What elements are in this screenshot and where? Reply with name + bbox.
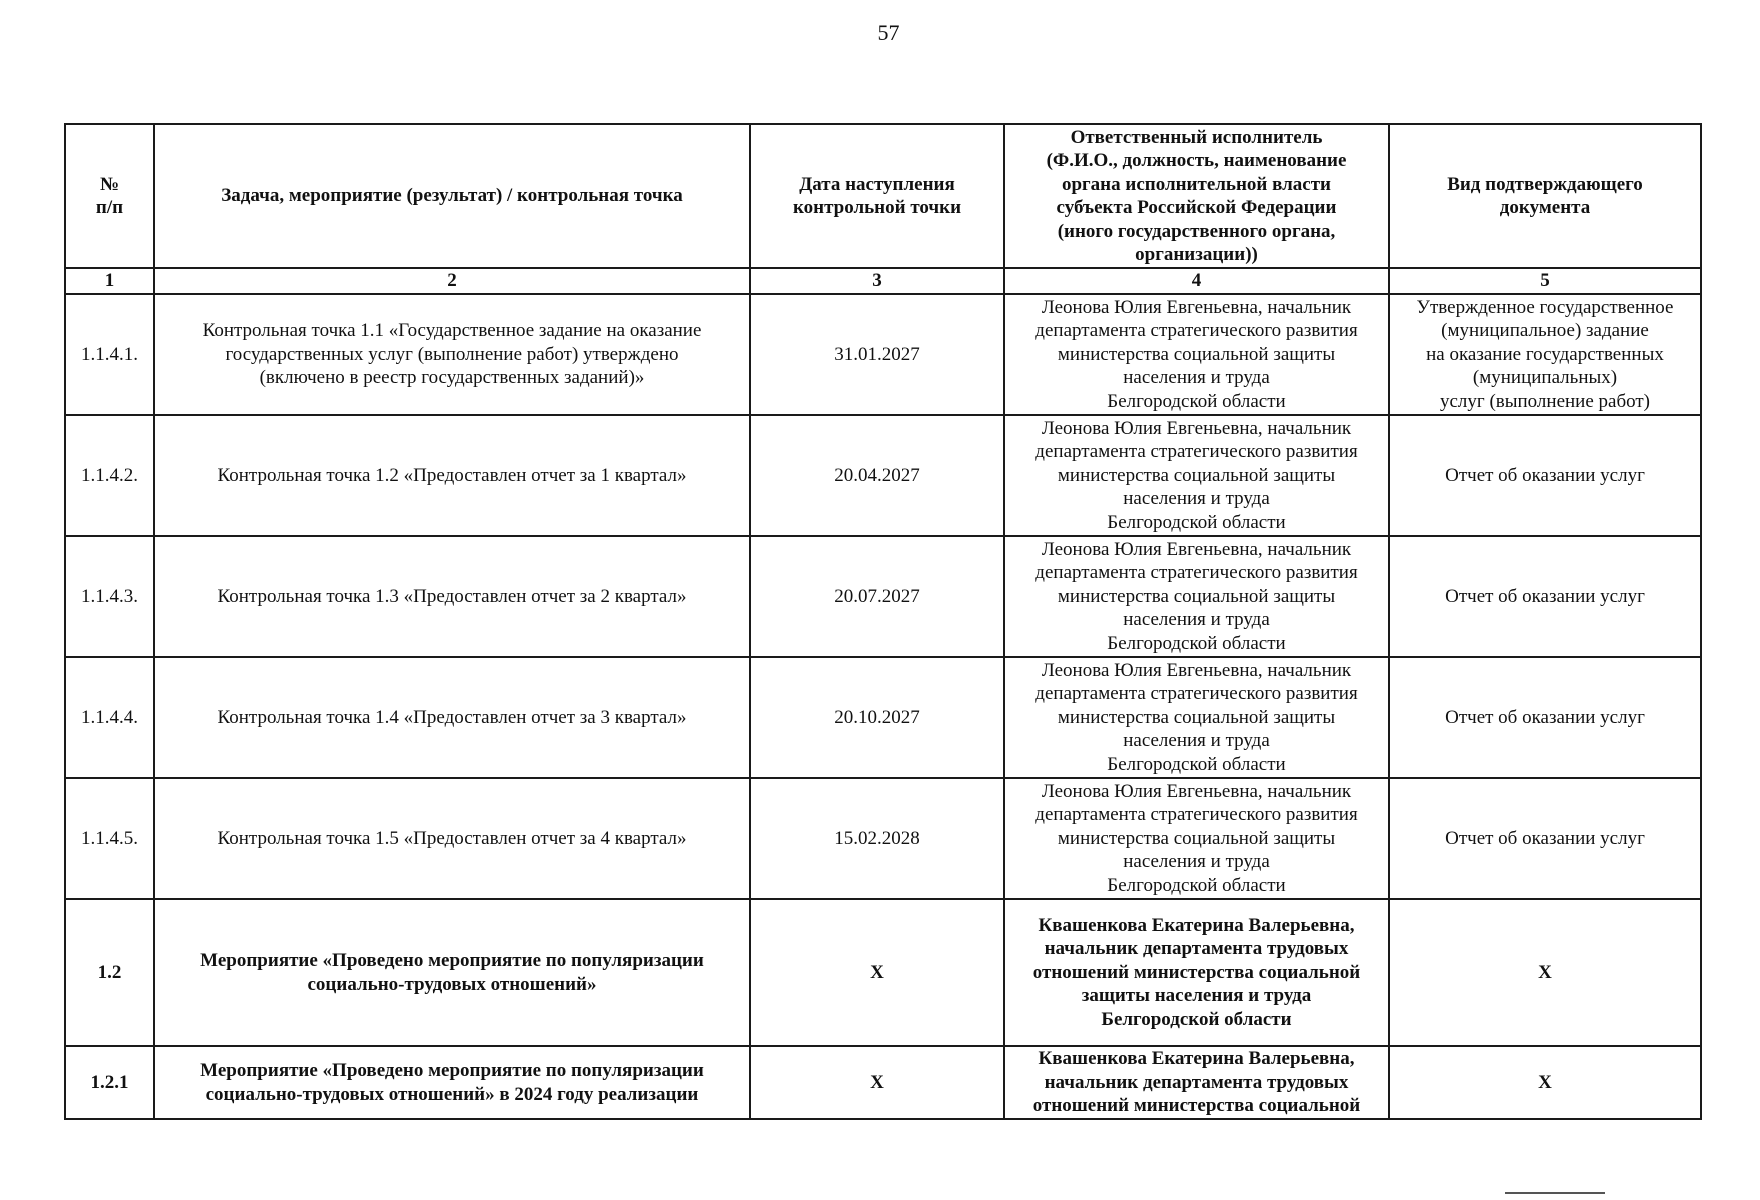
table-row — [65, 1046, 1701, 1119]
page-number: 57 — [877, 20, 900, 45]
table-row — [65, 415, 1701, 536]
row-task: Мероприятие «Проведено мероприятие по популяризации социально-трудовых отношений» в 2024 году реализации — [154, 1046, 750, 1119]
row-date: 20.10.2027 — [750, 657, 1004, 778]
row-date: 31.01.2027 — [750, 294, 1004, 415]
row-responsible: Леонова Юлия Евгеньевна, начальник департамента стратегического развития министерства социальной защиты населения и труда Белгородской области — [1004, 415, 1389, 536]
row-doc: Отчет об оказании услуг — [1389, 415, 1701, 536]
row-num: 1.1.4.4. — [65, 657, 154, 778]
row-date: 15.02.2028 — [750, 778, 1004, 899]
header-doc: Вид подтверждающего документа — [1389, 124, 1701, 268]
column-number: 4 — [1004, 268, 1389, 294]
column-number: 5 — [1389, 268, 1701, 294]
column-number-row — [65, 268, 1701, 294]
row-num: 1.1.4.1. — [65, 294, 154, 415]
header-responsible: Ответственный исполнитель (Ф.И.О., должность, наименование органа исполнительной власти субъекта Российской Федерации (иного государственного органа, организации)) — [1004, 124, 1389, 268]
table-row — [65, 536, 1701, 657]
control-points-table — [64, 123, 1702, 1120]
table-header-row — [65, 124, 1701, 268]
row-responsible: Леонова Юлия Евгеньевна, начальник департамента стратегического развития министерства социальной защиты населения и труда Белгородской области — [1004, 657, 1389, 778]
header-num: № п/п — [65, 124, 154, 268]
row-date: 20.04.2027 — [750, 415, 1004, 536]
column-number: 3 — [750, 268, 1004, 294]
row-date: X — [750, 1046, 1004, 1119]
row-task: Мероприятие «Проведено мероприятие по популяризации социально-трудовых отношений» — [154, 899, 750, 1046]
row-date: X — [750, 899, 1004, 1046]
row-responsible: Леонова Юлия Евгеньевна, начальник департамента стратегического развития министерства социальной защиты населения и труда Белгородской области — [1004, 778, 1389, 899]
row-task: Контрольная точка 1.4 «Предоставлен отчет за 3 квартал» — [154, 657, 750, 778]
row-doc: Отчет об оказании услуг — [1389, 778, 1701, 899]
row-doc: X — [1389, 1046, 1701, 1119]
table-row — [65, 294, 1701, 415]
table-row — [65, 778, 1701, 899]
header-task: Задача, мероприятие (результат) / контрольная точка — [154, 124, 750, 268]
column-number: 2 — [154, 268, 750, 294]
table-row — [65, 657, 1701, 778]
column-number: 1 — [65, 268, 154, 294]
row-responsible: Квашенкова Екатерина Валерьевна, начальник департамента трудовых отношений министерства социальной — [1004, 1046, 1389, 1119]
row-responsible: Квашенкова Екатерина Валерьевна, начальник департамента трудовых отношений министерства социальной защиты населения и труда Белгородской области — [1004, 899, 1389, 1046]
row-num: 1.1.4.5. — [65, 778, 154, 899]
header-date: Дата наступления контрольной точки — [750, 124, 1004, 268]
row-task: Контрольная точка 1.5 «Предоставлен отчет за 4 квартал» — [154, 778, 750, 899]
row-num: 1.1.4.2. — [65, 415, 154, 536]
row-doc: Утвержденное государственное (муниципальное) задание на оказание государственных (муниципальных) услуг (выполнение работ) — [1389, 294, 1701, 415]
row-task: Контрольная точка 1.3 «Предоставлен отчет за 2 квартал» — [154, 536, 750, 657]
row-task: Контрольная точка 1.1 «Государственное задание на оказание государственных услуг (выполнение работ) утверждено (включено в реестр государственных заданий)» — [154, 294, 750, 415]
row-doc: Отчет об оказании услуг — [1389, 536, 1701, 657]
footer-rule — [1505, 1192, 1605, 1194]
row-responsible: Леонова Юлия Евгеньевна, начальник департамента стратегического развития министерства социальной защиты населения и труда Белгородской области — [1004, 536, 1389, 657]
row-responsible: Леонова Юлия Евгеньевна, начальник департамента стратегического развития министерства социальной защиты населения и труда Белгородской области — [1004, 294, 1389, 415]
table-row — [65, 899, 1701, 1046]
row-doc: Отчет об оказании услуг — [1389, 657, 1701, 778]
row-task: Контрольная точка 1.2 «Предоставлен отчет за 1 квартал» — [154, 415, 750, 536]
row-num: 1.2 — [65, 899, 154, 1046]
row-date: 20.07.2027 — [750, 536, 1004, 657]
row-num: 1.2.1 — [65, 1046, 154, 1119]
row-doc: X — [1389, 899, 1701, 1046]
row-num: 1.1.4.3. — [65, 536, 154, 657]
